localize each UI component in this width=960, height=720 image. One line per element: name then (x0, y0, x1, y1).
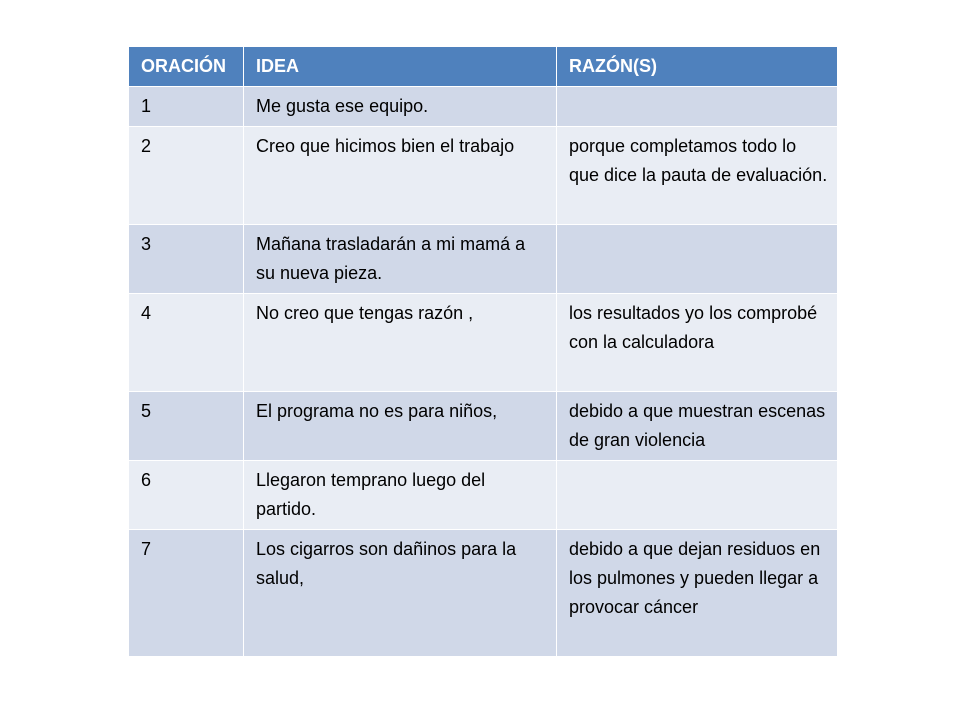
row-number: 7 (129, 530, 244, 657)
row-idea: Me gusta ese equipo. (244, 87, 557, 127)
row-razon: debido a que dejan residuos en los pulmones y pueden llegar a provocar cáncer (557, 530, 838, 657)
row-idea: Creo que hicimos bien el trabajo (244, 127, 557, 225)
row-razon (557, 87, 838, 127)
row-idea: El programa no es para niños, (244, 392, 557, 461)
table-row (129, 87, 838, 127)
row-razon: debido a que muestran escenas de gran violencia (557, 392, 838, 461)
table-row (129, 225, 838, 294)
row-number: 5 (129, 392, 244, 461)
header-oracion: ORACIÓN (129, 47, 244, 87)
row-idea: Los cigarros son dañinos para la salud, (244, 530, 557, 657)
table-row (129, 461, 838, 530)
row-number: 3 (129, 225, 244, 294)
row-number: 6 (129, 461, 244, 530)
row-razon (557, 461, 838, 530)
header-idea: IDEA (244, 47, 557, 87)
row-number: 2 (129, 127, 244, 225)
table-row (129, 392, 838, 461)
row-number: 1 (129, 87, 244, 127)
row-razon: porque completamos todo lo que dice la pauta de evaluación. (557, 127, 838, 225)
table-header-row (129, 47, 838, 87)
row-idea: Mañana trasladarán a mi mamá a su nueva pieza. (244, 225, 557, 294)
row-razon (557, 225, 838, 294)
row-razon: los resultados yo los comprobé con la calculadora (557, 294, 838, 392)
table-row (129, 127, 838, 225)
row-idea: No creo que tengas razón , (244, 294, 557, 392)
table-row (129, 294, 838, 392)
row-number: 4 (129, 294, 244, 392)
sentences-table (128, 46, 838, 657)
header-razon: RAZÓN(S) (557, 47, 838, 87)
table-row (129, 530, 838, 657)
row-idea: Llegaron temprano luego del partido. (244, 461, 557, 530)
